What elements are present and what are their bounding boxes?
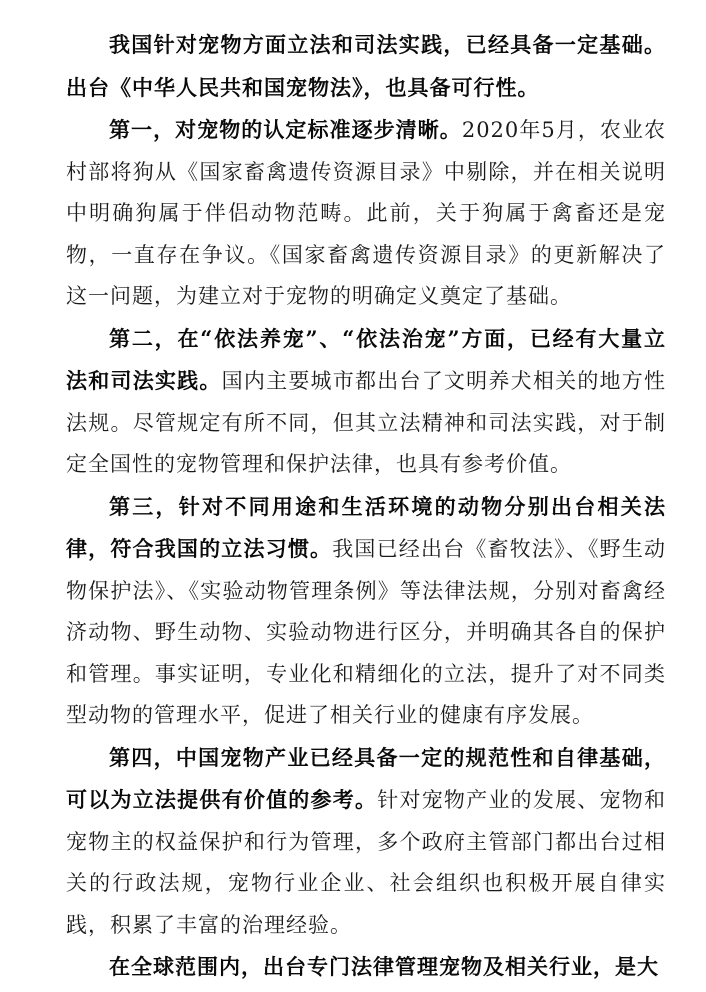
- paragraph-first-point: [66, 109, 666, 318]
- paragraph-global: [66, 946, 666, 989]
- paragraph-second-point-text: 国内主要城市都出台了文明养犬相关的地方性法规。尽管规定有所不同，但其立法精神和司法实践，对于制定全国性的宠物管理和保护法律，也具有参考价值。: [66, 369, 667, 476]
- paragraph-first-point-text: 2020年5月，农业农村部将狗从《国家畜禽遗传资源目录》中剔除，并在相关说明中明确狗属于伴侣动物范畴。此前，关于狗属于禽畜还是宠物，一直存在争议。《国家畜禽遗传资源目录》的更新解决了这一问题，为建立对于宠物的明确定义奠定了基础。: [66, 118, 666, 308]
- paragraph-second-point-bold: 第二，在“依法养宠”、“依法治宠”方面，已经有大量立法和司法实践。: [66, 325, 666, 393]
- paragraph-fourth-point-text: 针对宠物产业的发展、宠物和宠物主的权益保护和行为管理，多个政府主管部门都出台过相关的行政法规，宠物行业企业、社会组织也积极开展自律实践，积累了丰富的治理经验。: [66, 788, 667, 937]
- paragraph-third-point-bold: 第三，针对不同用途和生活环境的动物分别出台相关法律，符合我国的立法习惯。: [66, 493, 666, 561]
- paragraph-third-point: [66, 486, 666, 737]
- paragraph-fourth-point-bold: 第四，中国宠物产业已经具备一定的规范性和自律基础，可以为立法提供有价值的参考。: [66, 744, 666, 812]
- paragraph-intro: [66, 24, 666, 109]
- paragraph-fourth-point: [66, 737, 666, 947]
- paragraph-global-bold: 在全球范围内，出台专门法律管理宠物及相关行业，是大: [109, 954, 659, 979]
- paragraph-third-point-text: 我国已经出台《畜牧法》、《野生动物保护法》、《实验动物管理条例》等法律法规，分别对畜禽经济动物、野生动物、实验动物进行区分，并明确其各自的保护和管理。事实证明，专业化和精细化的立法，提升了对不同类型动物的管理水平，促进了相关行业的健康有序发展。: [66, 537, 667, 727]
- paragraph-second-point: [66, 318, 666, 486]
- paragraph-intro-bold: 我国针对宠物方面立法和司法实践，已经具备一定基础。出台《中华人民共和国宠物法》，也具备可行性。: [66, 32, 666, 100]
- paragraph-first-point-bold: 第一，对宠物的认定标准逐步清晰。: [109, 117, 462, 142]
